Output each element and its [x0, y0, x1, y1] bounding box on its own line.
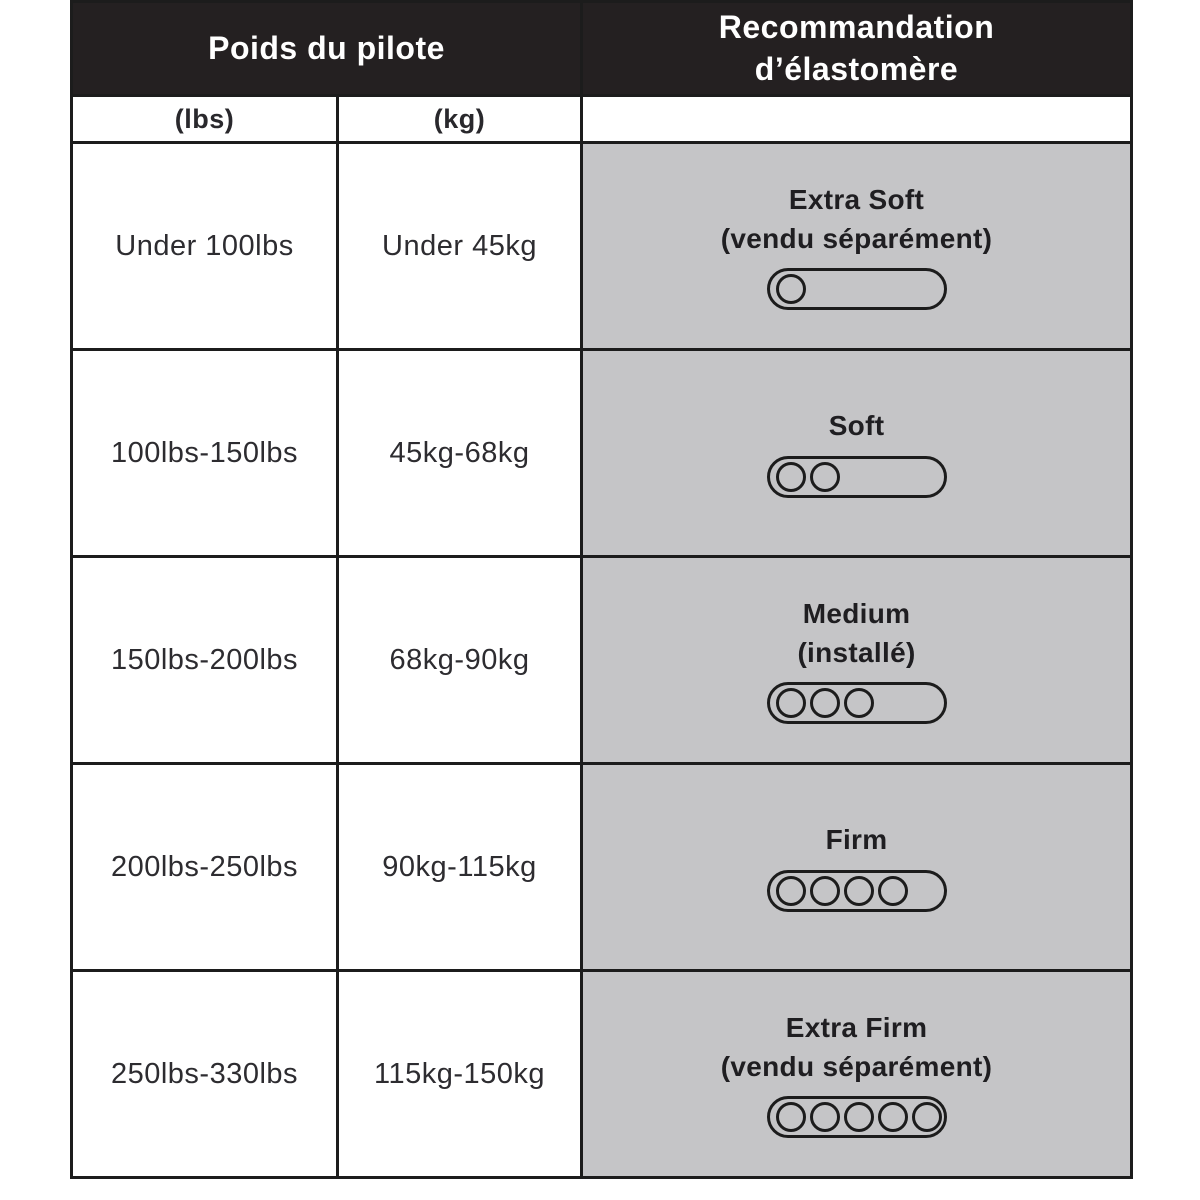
weight-lbs-cell: 200lbs-250lbs	[72, 764, 338, 971]
elastomer-pill-icon	[767, 870, 947, 912]
weight-lbs-cell: 100lbs-150lbs	[72, 350, 338, 557]
elastomer-circle	[776, 876, 806, 906]
recommendation-cell	[582, 143, 1132, 350]
elastomer-sublabel: (vendu séparément)	[720, 222, 993, 254]
recommendation-content	[583, 182, 1130, 310]
elastomer-pill-icon	[767, 456, 947, 498]
elastomer-circle	[844, 876, 874, 906]
elastomer-pill-icon	[767, 1096, 947, 1138]
recommendation-content	[583, 408, 1130, 497]
elastomer-label: Soft	[828, 410, 885, 442]
table-row-150-200lbs	[72, 557, 1132, 764]
elastomer-circle	[810, 688, 840, 718]
table-subheader-row	[72, 96, 1132, 143]
elastomer-label: Extra Soft	[788, 184, 925, 216]
subheader-lbs: (lbs)	[72, 96, 338, 143]
elastomer-sublabel: (installé)	[797, 636, 916, 668]
header-rider-weight: Poids du pilote	[72, 2, 582, 96]
recommendation-content	[583, 596, 1130, 724]
elastomer-label: Firm	[825, 824, 888, 856]
elastomer-circle	[776, 274, 806, 304]
recommendation-content	[583, 822, 1130, 911]
recommendation-cell	[582, 557, 1132, 764]
recommendation-cell	[582, 764, 1132, 971]
elastomer-circle	[776, 1102, 806, 1132]
weight-kg-cell: 90kg-115kg	[338, 764, 582, 971]
elastomer-label: Medium	[802, 598, 911, 630]
table-row-250-330lbs	[72, 971, 1132, 1178]
elastomer-circle	[878, 1102, 908, 1132]
elastomer-circle	[810, 462, 840, 492]
table-row-200-250lbs	[72, 764, 1132, 971]
elastomer-pill-icon	[767, 682, 947, 724]
subheader-empty	[582, 96, 1132, 143]
weight-kg-cell: 115kg-150kg	[338, 971, 582, 1178]
weight-kg-cell: Under 45kg	[338, 143, 582, 350]
weight-lbs-cell: 150lbs-200lbs	[72, 557, 338, 764]
subheader-kg: (kg)	[338, 96, 582, 143]
recommendation-cell	[582, 350, 1132, 557]
table-row-100-150lbs	[72, 350, 1132, 557]
header-elastomer-recommendation: Recommandation d’élastomère	[582, 2, 1132, 96]
elastomer-circle	[810, 876, 840, 906]
weight-kg-cell: 68kg-90kg	[338, 557, 582, 764]
elastomer-circle	[810, 1102, 840, 1132]
elastomer-sublabel: (vendu séparément)	[720, 1050, 993, 1082]
weight-kg-cell: 45kg-68kg	[338, 350, 582, 557]
weight-lbs-cell: 250lbs-330lbs	[72, 971, 338, 1178]
elastomer-circle	[844, 1102, 874, 1132]
elastomer-circle	[776, 688, 806, 718]
elastomer-circle	[844, 688, 874, 718]
recommendation-cell	[582, 971, 1132, 1178]
weight-lbs-cell: Under 100lbs	[72, 143, 338, 350]
elastomer-circle	[912, 1102, 942, 1132]
elastomer-recommendation-table	[70, 0, 1133, 1179]
recommendation-content	[583, 1010, 1130, 1138]
elastomer-chart	[70, 0, 1133, 1179]
elastomer-pill-icon	[767, 268, 947, 310]
elastomer-circle	[776, 462, 806, 492]
elastomer-circle	[878, 876, 908, 906]
table-row-under-100lbs	[72, 143, 1132, 350]
elastomer-label: Extra Firm	[785, 1012, 928, 1044]
table-header-row	[72, 2, 1132, 96]
